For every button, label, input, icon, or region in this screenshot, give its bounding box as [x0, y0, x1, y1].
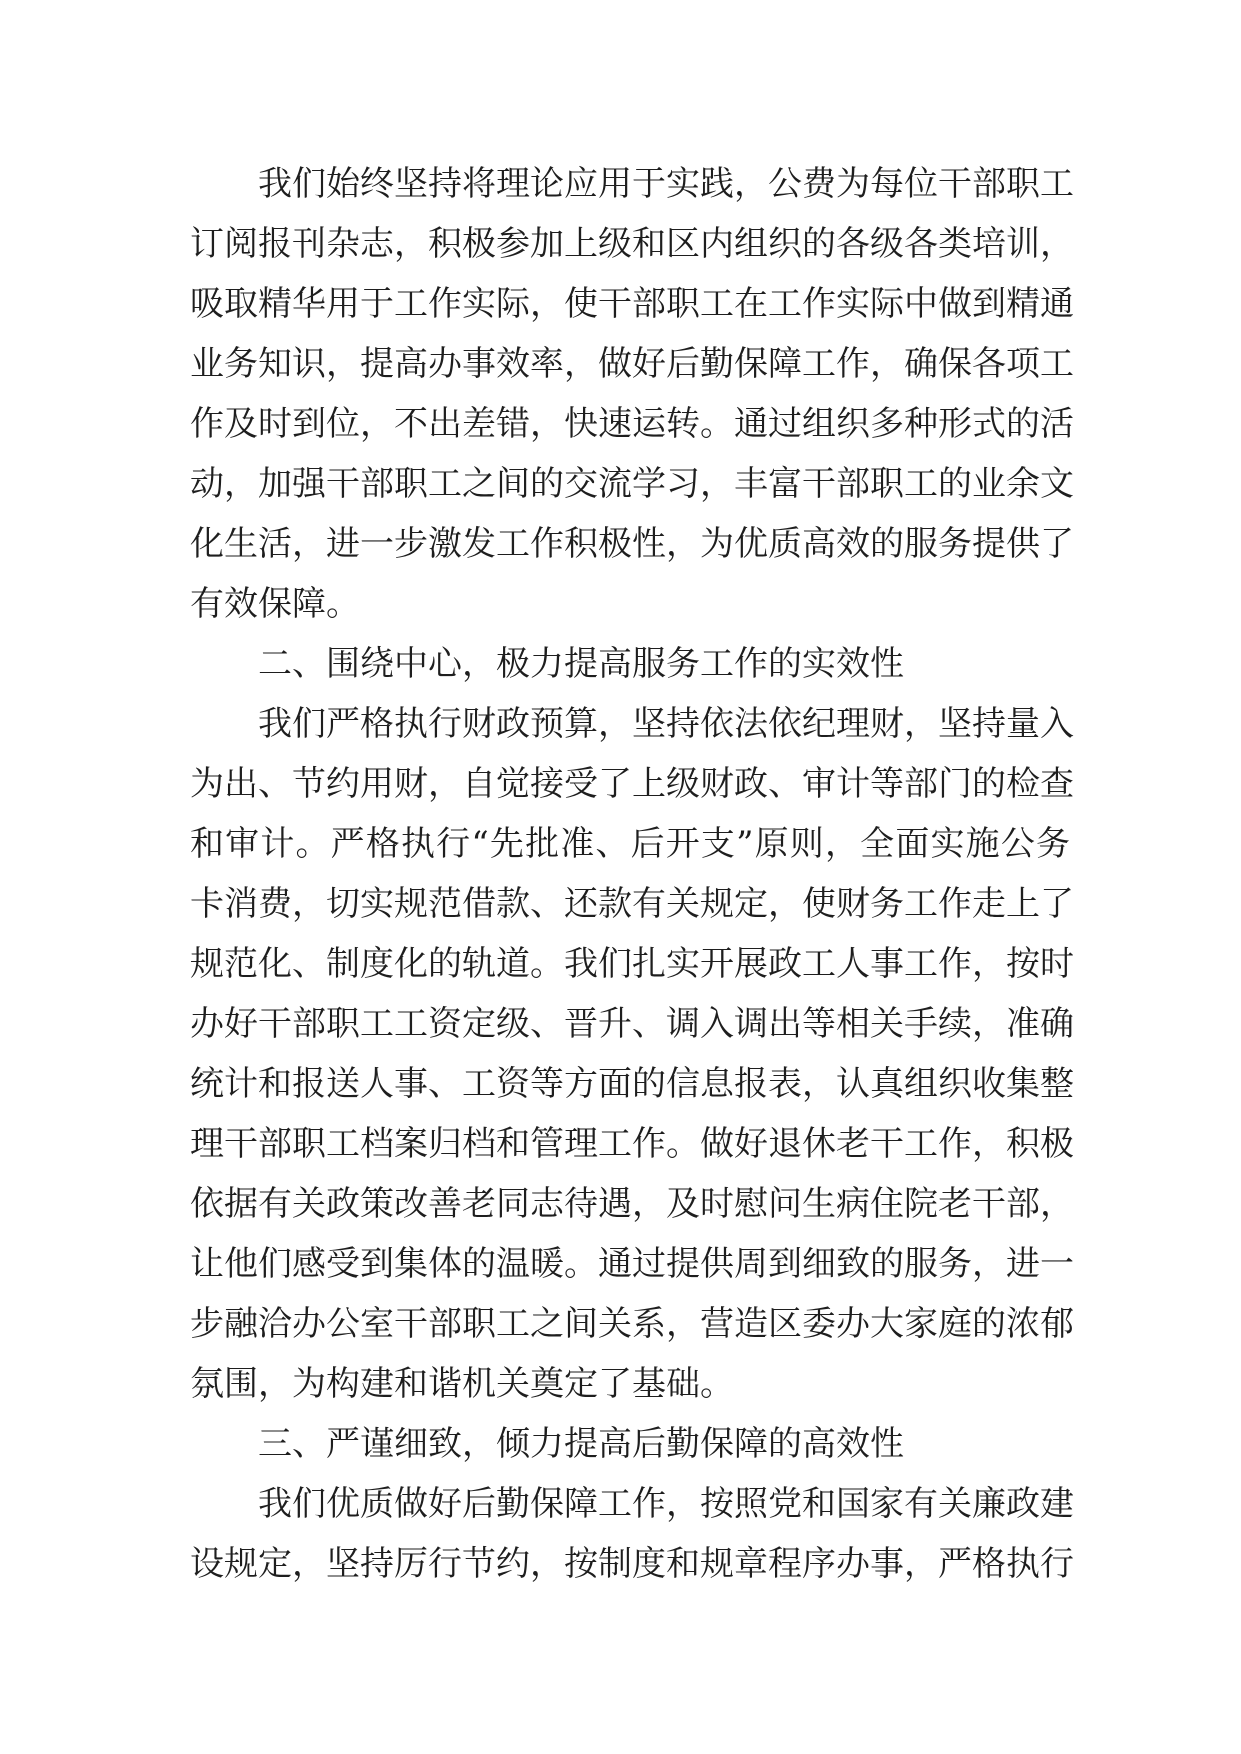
- paragraph-line: 理干部职工档案归档和管理工作。做好退休老干工作，积极: [190, 1124, 1074, 1164]
- paragraph-line: 依据有关政策改善老同志待遇，及时慰问生病住院老干部，: [190, 1184, 1074, 1224]
- paragraph-line: 有效保障。: [190, 584, 360, 624]
- paragraph-line: 氛围，为构建和谐机关奠定了基础。: [190, 1364, 734, 1404]
- paragraph-2: [190, 694, 1074, 1414]
- section-heading-3: 三、严谨细致，倾力提高后勤保障的高效性: [258, 1424, 904, 1464]
- paragraph-line: 我们严格执行财政预算，坚持依法依纪理财，坚持量入: [258, 704, 1074, 744]
- paragraph-line: 化生活，进一步激发工作积极性，为优质高效的服务提供了: [190, 524, 1074, 564]
- section-heading-2: 二、围绕中心，极力提高服务工作的实效性: [258, 644, 904, 684]
- paragraph-1: [190, 154, 1074, 634]
- paragraph-line: 动，加强干部职工之间的交流学习，丰富干部职工的业余文: [190, 464, 1074, 504]
- paragraph-line: 我们始终坚持将理论应用于实践，公费为每位干部职工: [258, 164, 1074, 204]
- paragraph-line: 步融洽办公室干部职工之间关系，营造区委办大家庭的浓郁: [190, 1304, 1074, 1344]
- paragraph-line: 业务知识，提高办事效率，做好后勤保障工作，确保各项工: [190, 344, 1074, 384]
- paragraph-line: 作及时到位，不出差错，快速运转。通过组织多种形式的活: [190, 404, 1074, 444]
- paragraph-line: 办好干部职工工资定级、晋升、调入调出等相关手续，准确: [190, 1004, 1074, 1044]
- paragraph-line: 和审计。严格执行“先批准、后开支”原则，全面实施公务: [190, 824, 1070, 864]
- paragraph-line: 为出、节约用财，自觉接受了上级财政、审计等部门的检查: [190, 764, 1074, 804]
- paragraph-line: 统计和报送人事、工资等方面的信息报表，认真组织收集整: [190, 1064, 1074, 1104]
- paragraph-3: [190, 1474, 1074, 1594]
- paragraph-line: 让他们感受到集体的温暖。通过提供周到细致的服务，进一: [190, 1244, 1074, 1284]
- paragraph-line: 吸取精华用于工作实际，使干部职工在工作实际中做到精通: [190, 284, 1074, 324]
- paragraph-line: 规范化、制度化的轨道。我们扎实开展政工人事工作，按时: [190, 944, 1074, 984]
- document-body: [190, 154, 1074, 1594]
- paragraph-line: 设规定，坚持厉行节约，按制度和规章程序办事，严格执行: [190, 1544, 1074, 1584]
- paragraph-line: 订阅报刊杂志，积极参加上级和区内组织的各级各类培训，: [190, 224, 1074, 264]
- paragraph-line: 卡消费，切实规范借款、还款有关规定，使财务工作走上了: [190, 884, 1074, 924]
- paragraph-line: 我们优质做好后勤保障工作，按照党和国家有关廉政建: [258, 1484, 1074, 1524]
